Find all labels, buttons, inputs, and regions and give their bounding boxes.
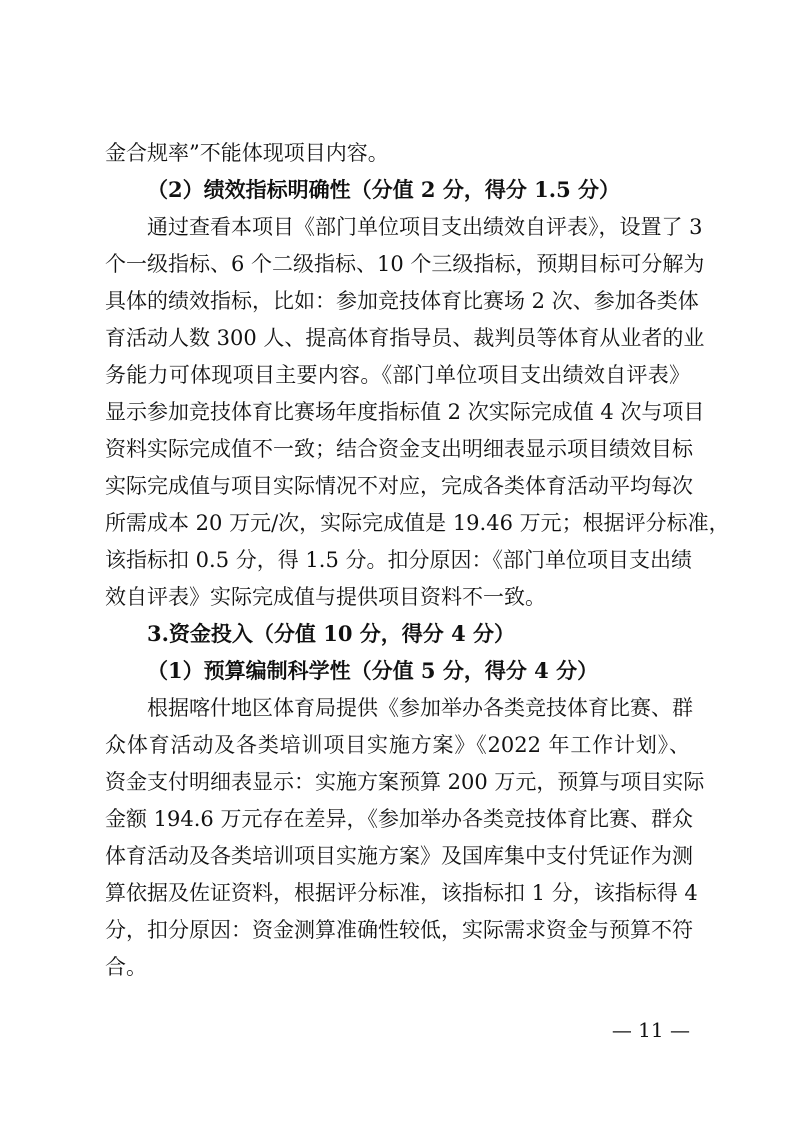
paragraph-line-1: 金合规率”不能体现项目内容。 — [105, 141, 389, 165]
paragraph-line-20: 体育活动及各类培训项目实施方案》及国库集中支付凭证作为测 — [105, 844, 693, 868]
paragraph-line-17: 众体育活动及各类培训项目实施方案》《2022 年工作计划》、 — [105, 733, 690, 757]
paragraph-line-6: 育活动人数 300 人、提高体育指导员、裁判员等体育从业者的业 — [105, 326, 705, 350]
page-number: — 11 — — [611, 1018, 690, 1042]
section-heading-2: （2）绩效指标明确性（分值 2 分，得分 1.5 分） — [147, 177, 621, 202]
paragraph-line-21: 算依据及佐证资料，根据评分标准，该指标扣 1 分，该指标得 4 — [105, 881, 698, 905]
paragraph-line-7: 务能力可体现项目主要内容。《部门单位项目支出绩效自评表》 — [105, 363, 690, 387]
paragraph-line-16: 根据喀什地区体育局提供《参加举办各类竞技体育比赛、群 — [147, 696, 693, 720]
section-heading-3: 3.资金投入（分值 10 分，得分 4 分） — [147, 621, 516, 646]
paragraph-line-18: 资金支付明细表显示：实施方案预算 200 万元，预算与项目实际 — [105, 770, 705, 794]
paragraph-line-10: 实际完成值与项目实际情况不对应，完成各类体育活动平均每次 — [105, 474, 693, 498]
paragraph-line-9: 资料实际完成值不一致；结合资金支出明细表显示项目绩效目标 — [105, 437, 693, 461]
paragraph-line-11: 所需成本 20 万元/次，实际完成值是 19.46 万元；根据评分标准， — [105, 511, 730, 535]
paragraph-line-12: 该指标扣 0.5 分，得 1.5 分。扣分原因：《部门单位项目支出绩 — [105, 548, 692, 572]
paragraph-line-19: 金额 194.6 万元存在差异，《参加举办各类竞技体育比赛、群众 — [105, 807, 693, 831]
paragraph-line-13: 效自评表》实际完成值与提供项目资料不一致。 — [105, 585, 546, 609]
paragraph-line-22: 分，扣分原因：资金测算准确性较低，实际需求资金与预算不符 — [105, 918, 693, 942]
paragraph-line-5: 具体的绩效指标，比如：参加竞技体育比赛场 2 次、参加各类体 — [105, 289, 699, 313]
paragraph-line-3: 通过查看本项目《部门单位项目支出绩效自评表》，设置了 3 — [147, 215, 703, 239]
paragraph-line-23: 合。 — [105, 955, 147, 979]
paragraph-line-4: 个一级指标、6 个二级指标、10 个三级指标，预期目标可分解为 — [105, 252, 705, 276]
section-heading-3-1: （1）预算编制科学性（分值 5 分，得分 4 分） — [147, 658, 599, 683]
paragraph-line-8: 显示参加竞技体育比赛场年度指标值 2 次实际完成值 4 次与项目 — [105, 400, 705, 424]
